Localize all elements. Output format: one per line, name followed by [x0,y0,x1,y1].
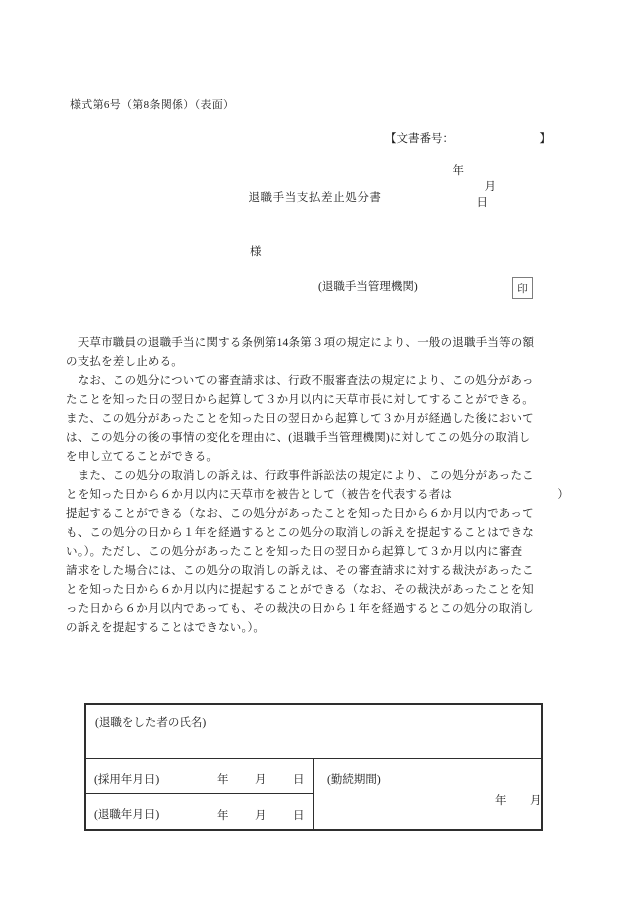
body-text-line: った日から６か月以内であっても、その裁決の日から１年を経過するとこの処分の取消し [66,603,534,615]
body-text-line: たことを知った日の翌日から起算して３か月以内に天草市長に対してすることができる。 [66,394,534,406]
document-body [66,334,570,638]
retirement-year-label: 年 [217,810,229,822]
service-month-label: 月 [530,795,542,807]
body-text-line: い。）。ただし、この処分があったことを知った日の翌日から起算して３か月以内に審査 [66,546,523,558]
seal-label: 印 [517,283,528,295]
body-text-line: 提起することができる（なお、この処分があったことを知った日から６か月以内であって [66,508,534,520]
retirement-date-cell [86,794,314,829]
body-text-line: なお、この処分についての審査請求は、行政不服審査法の規定により、この処分があっ [66,375,534,387]
hire-day-label: 日 [293,774,305,786]
body-text-line: また、この処分があったことを知った日の翌日から起算して３か月が経過した後において [66,413,534,425]
document-number-field [385,130,551,146]
date-day-label: 日 [476,197,488,209]
body-text-line: 請求をした場合には、この処分の取消しの訴えは、その審査請求に対する裁決があったこ [66,565,534,577]
hire-date-label: (採用年月日) [94,774,160,786]
issuer-label: (退職手当管理機関) [318,281,418,293]
service-period-cell [314,759,541,829]
body-text-line: とを知った日から６か月以内に提起することができる（なお、その裁決があったことを知 [66,584,534,596]
date-year-label: 年 [452,165,464,177]
body-text-line: 天草市職員の退職手当に関する条例第14条第３項の規定により、一般の退職手当等の額 [66,337,535,349]
seal-box [512,277,533,299]
body-text-line: を申し立てることができる。 [66,451,219,463]
retiree-name-cell [86,705,541,759]
retirement-month-label: 月 [255,810,267,822]
document-title: 退職手当支払差止処分書 [248,192,382,204]
body-text-line: の支払を差し止める。 [66,356,183,368]
service-year-label: 年 [495,795,507,807]
retiree-name-label: (退職をした者の氏名) [95,717,207,729]
retiree-info-table [84,703,543,831]
hire-year-label: 年 [217,774,229,786]
form-number-label: 様式第6号（第8条関係）（表面） [70,99,235,111]
body-text-line: の訴えを提起することはできない。）。 [66,622,266,634]
service-period-label: (勤続期間) [327,774,381,786]
body-text-line: また、この処分の取消しの訴えは、行政事件訴訟法の規定により、この処分があったこ [66,470,534,482]
retirement-date-label: (退職年月日) [94,809,160,821]
addressee-honorific: 様 [250,246,262,258]
hire-date-cell [86,759,314,794]
document-number-label: 【文書番号： [385,133,454,145]
retirement-day-label: 日 [293,810,305,822]
body-text-line: とを知った日から６か月以内に天草市を被告として（被告を代表する者は ） [66,489,570,501]
body-text-line: も、この処分の日から１年を経過するとこの処分の取消しの訴えを提起することはできな [66,527,534,539]
date-month-label: 月 [484,181,496,193]
issue-date-line [441,150,496,222]
document-number-close-bracket: 】 [539,133,551,145]
body-text-line: は、この処分の後の事情の変化を理由に、(退職手当管理機関)に対してこの処分の取消し [66,432,531,444]
hire-month-label: 月 [255,774,267,786]
